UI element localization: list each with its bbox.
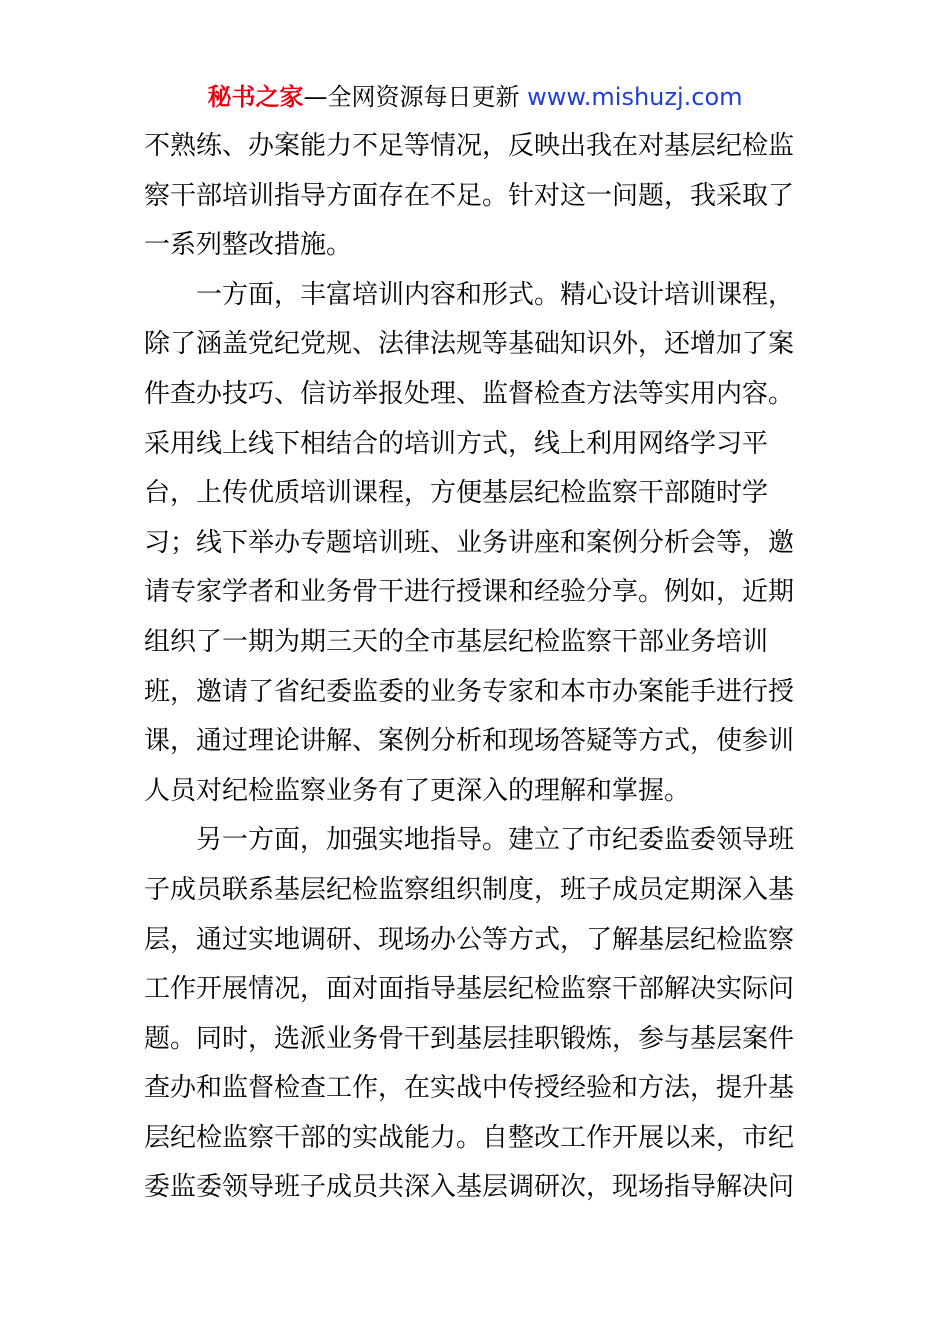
text-line: 层，通过实地调研、现场办公等方式，了解基层纪检监察 [144, 924, 795, 955]
text-line: 请专家学者和业务骨干进行授课和经验分享。例如，近期 [144, 577, 795, 608]
text-line: 一系列整改措施。 [144, 230, 353, 261]
text-line: 题。同时，选派业务骨干到基层挂职锻炼，参与基层案件 [144, 1023, 795, 1054]
text-line: 不熟练、办案能力不足等情况，反映出我在对基层纪检监 [144, 131, 795, 161]
site-brand: 秘书之家 [207, 83, 304, 111]
text-line: 层纪检监察干部的实战能力。自整改工作开展以来，市纪 [144, 1122, 795, 1153]
text-line: 察干部培训指导方面存在不足。针对这一问题，我采取了 [144, 180, 795, 211]
document-body [144, 122, 812, 1213]
text-line: 委监委领导班子成员共深入基层调研次，现场指导解决问 [144, 1172, 795, 1203]
page-header [0, 80, 950, 114]
text-line: 习；线下举办专题培训班、业务讲座和案例分析会等，邀 [144, 527, 795, 558]
text-line: 另一方面，加强实地指导。建立了市纪委监委领导班 [196, 825, 795, 856]
text-line: 人员对纪检监察业务有了更深入的理解和掌握。 [144, 775, 691, 806]
site-tagline: —全网资源每日更新 [303, 83, 520, 111]
text-line: 除了涵盖党纪党规、法律法规等基础知识外，还增加了案 [144, 329, 795, 360]
text-line: 台，上传优质培训课程，方便基层纪检监察干部随时学 [144, 478, 769, 509]
text-line: 组织了一期为期三天的全市基层纪检监察干部业务培训 [144, 626, 769, 657]
text-line: 子成员联系基层纪检监察组织制度，班子成员定期深入基 [144, 874, 795, 905]
text-line: 班，邀请了省纪委监委的业务专家和本市办案能手进行授 [144, 676, 795, 707]
text-line: 课，通过理论讲解、案例分析和现场答疑等方式，使参训 [144, 726, 795, 757]
text-line: 查办和监督检查工作，在实战中传授经验和方法，提升基 [144, 1073, 795, 1104]
text-line: 工作开展情况，面对面指导基层纪检监察干部解决实际问 [144, 974, 795, 1005]
site-url[interactable]: www.mishuzj.com [527, 83, 743, 111]
text-line: 件查办技巧、信访举报处理、监督检查方法等实用内容。 [144, 378, 795, 409]
text-line: 一方面，丰富培训内容和形式。精心设计培训课程， [196, 279, 795, 310]
text-line: 采用线上线下相结合的培训方式，线上利用网络学习平 [144, 428, 769, 459]
